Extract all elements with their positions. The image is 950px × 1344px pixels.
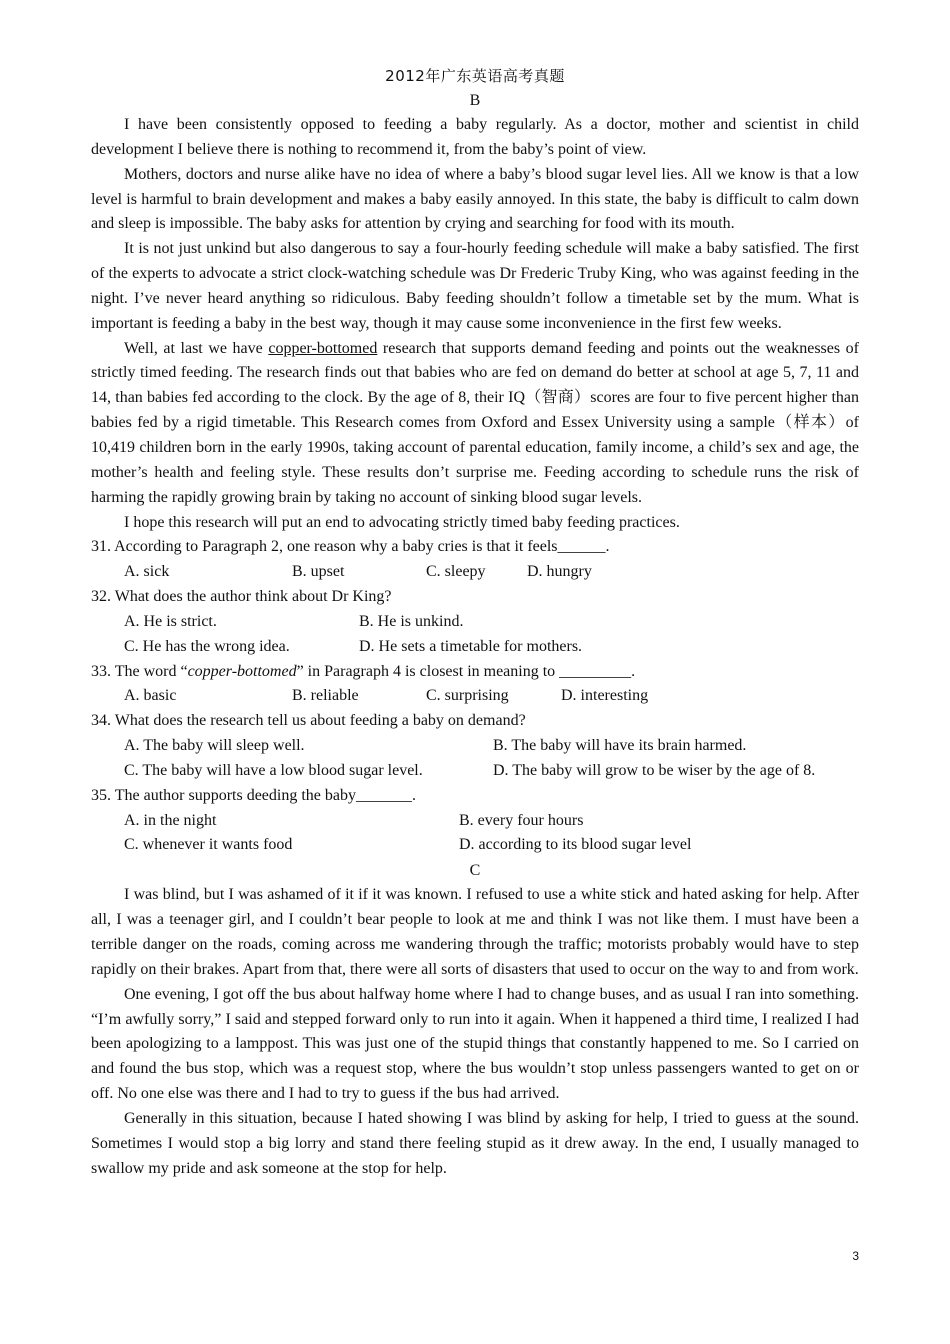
passage-b-paragraph-4 xyxy=(91,337,859,511)
question-35-stem: 35. The author supports deeding the baby_______. xyxy=(91,786,416,804)
section-label-b: B xyxy=(469,92,481,109)
option-b: B. upset xyxy=(292,563,345,581)
option-c: C. whenever it wants food xyxy=(124,836,293,854)
option-a: A. basic xyxy=(124,687,177,705)
question-35-options xyxy=(91,809,859,834)
question-31-stem: 31. According to Paragraph 2, one reason why a baby cries is that it feels______. xyxy=(91,538,610,556)
question-33-stem xyxy=(91,660,859,685)
question-35-options xyxy=(91,833,859,858)
option-b: B. The baby will have its brain harmed. xyxy=(493,737,747,755)
question-34-stem: 34. What does the research tell us about feeding a baby on demand? xyxy=(91,712,526,730)
question-34-options xyxy=(91,759,859,784)
passage-c-paragraph: Generally in this situation, because I hated showing I was blind by asking for help, I tried to guess at the sound. Sometimes I would stop a big lorry and stand there feeling stupid as it drew away. In the end, I usually managed to swallow my pride and ask someone at the stop for help. xyxy=(91,1109,859,1177)
question-34-options xyxy=(91,734,859,759)
question-31-options xyxy=(91,560,859,585)
option-b: B. reliable xyxy=(292,687,359,705)
q33-stem-term: copper-bottomed xyxy=(187,662,297,680)
option-d: D. The baby will grow to be wiser by the age of 8. xyxy=(493,761,816,779)
p4-text-before: Well, at last we have xyxy=(124,339,269,357)
option-b: B. every four hours xyxy=(459,811,584,829)
question-32-stem: 32. What does the author think about Dr King? xyxy=(91,588,392,606)
question-32-options xyxy=(91,635,859,660)
option-c: C. The baby will have a low blood sugar level. xyxy=(124,761,423,779)
passage-c-paragraph: One evening, I got off the bus about halfway home where I had to change buses, and as usual I ran into something. “I’m awfully sorry,” I said and stepped forward only to run into it again. When it happened a third time, I realized I had been apologizing to a lamppost. This was just one of the stupid things that constantly happened to me. So I carried on and found the bus stop, which was a request stop, where the bus wouldn’t stop unless passengers wanted to get on or off. No one else was there and I had to try to guess if the bus had arrived. xyxy=(91,985,859,1103)
copper-bottomed-term: copper-bottomed xyxy=(268,339,378,357)
passage-b-paragraph: I have been consistently opposed to feeding a baby regularly. As a doctor, mother and scientist in child development I believe there is nothing to recommend it, from the baby’s point of view. xyxy=(91,116,859,158)
passage-c-paragraph: I was blind, but I was ashamed of it if it was known. I refused to use a white stick and hated asking for help. After all, I was a teenager girl, and I couldn’t bear people to look at me and think I was not like them. I must have been a terrible danger on the roads, coming across me wandering through the traffic; motorists probably would have to step rapidly on their brakes. Apart from that, there were all sorts of disasters that used to occur on the way to and from work. xyxy=(91,886,859,978)
section-label-c: C xyxy=(469,862,481,880)
option-a: A. He is strict. xyxy=(124,612,217,630)
passage-b-paragraph: It is not just unkind but also dangerous to say a four-hourly feeding schedule will make a baby satisfied. The first of the experts to advocate a strict clock-watching schedule was Dr Frederic Truby King, who was against feeding in the night. I’ve never heard anything so ridiculous. Baby feeding shouldn’t follow a timetable set by the mum. What is important is feeding a baby in the best way, though it may cause some inconvenience in the first few weeks. xyxy=(91,240,859,332)
page-number: 3 xyxy=(852,1249,859,1263)
page-title: 2012年广东英语高考真题 xyxy=(385,67,565,85)
option-c: C. sleepy xyxy=(426,563,486,581)
option-d: D. interesting xyxy=(561,687,649,705)
option-a: A. in the night xyxy=(124,811,217,829)
question-33-options xyxy=(91,684,859,709)
question-32-options xyxy=(91,610,859,635)
document-body xyxy=(91,64,859,1181)
passage-b-paragraph: I hope this research will put an end to advocating strictly timed baby feeding practices. xyxy=(124,513,680,531)
option-c: C. surprising xyxy=(426,687,509,705)
q33-stem-after: ” in Paragraph 4 is closest in meaning to _________. xyxy=(296,662,636,680)
passage-b-paragraph: Mothers, doctors and nurse alike have no idea of where a baby’s blood sugar level lies. All we know is that a low level is harmful to brain development and makes a baby easily annoyed. In this state, the baby is difficult to calm down and sleep is impossible. The baby asks for attention by crying and searching for food with its mouth. xyxy=(91,165,859,233)
p4-text-after: research that supports demand feeding and points out the weaknesses of strictly timed feeding. The research finds out that babies who are fed on demand do better at school at age 5, 7, 11 and 14, than babies fed according to the clock. By the age of 8, their IQ（智商）scores are four to five percent higher than babies fed by a rigid timetable. This Research comes from Oxford and Essex University using a sample（样本）of 10,419 children born in the early 1990s, taking account of parental education, family income, a child’s sex and age, the mother’s health and feeling style. These results don’t surprise me. Feeding according to schedule runs the risk of harming the rapidly growing brain by taking no account of sinking blood sugar levels. xyxy=(91,339,860,506)
option-b: B. He is unkind. xyxy=(359,612,464,630)
option-a: A. sick xyxy=(124,563,170,581)
option-a: A. The baby will sleep well. xyxy=(124,737,305,755)
option-d: D. hungry xyxy=(527,563,592,581)
option-c: C. He has the wrong idea. xyxy=(124,637,290,655)
q33-stem-before: 33. The word “ xyxy=(91,662,188,680)
option-d: D. He sets a timetable for mothers. xyxy=(359,637,583,655)
option-d: D. according to its blood sugar level xyxy=(459,836,692,854)
